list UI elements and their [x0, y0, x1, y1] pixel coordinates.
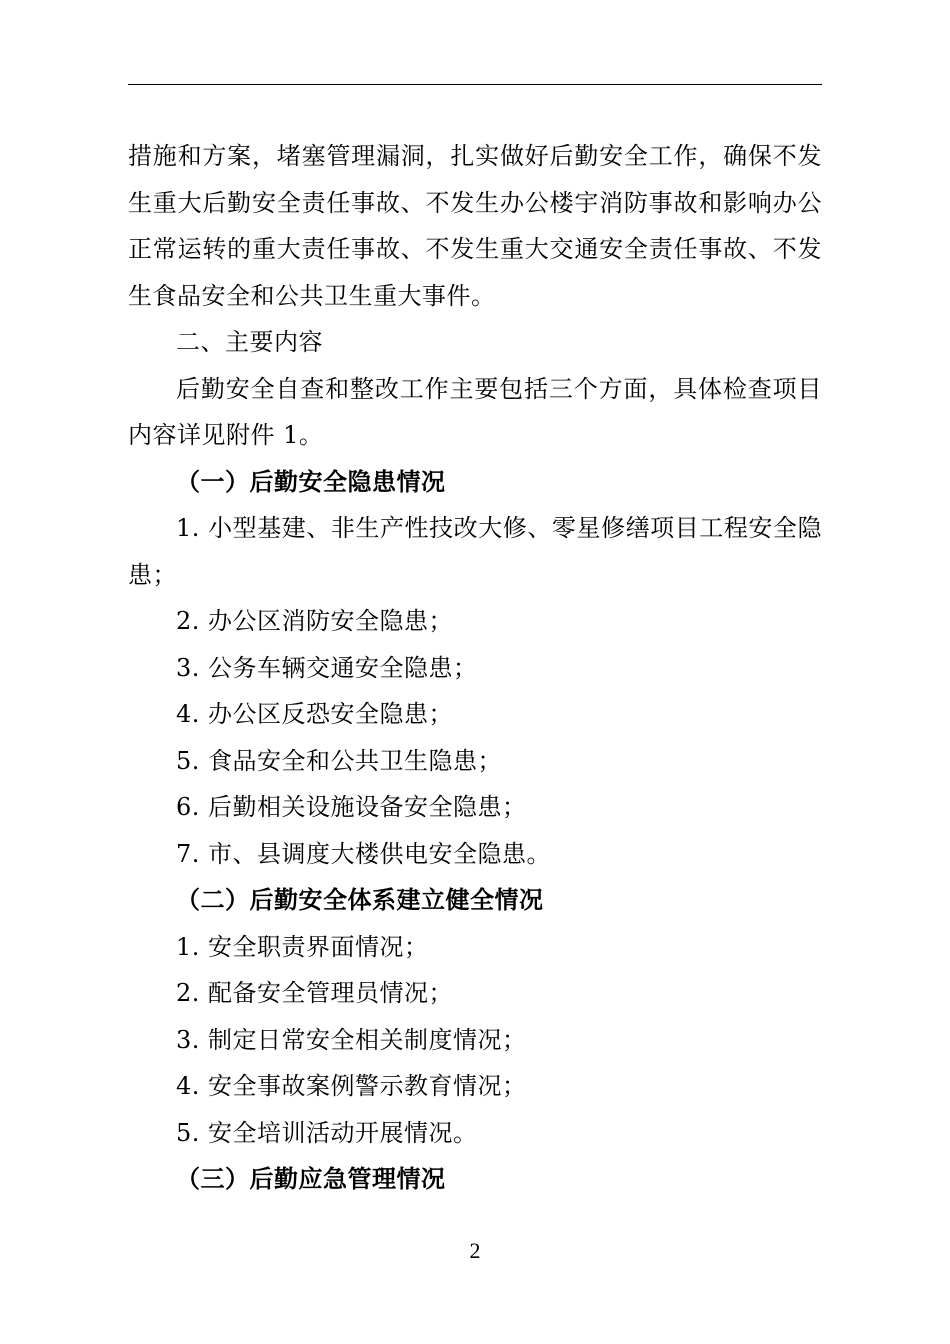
section-heading: 二、主要内容 [176, 328, 323, 356]
list-item: 5. 食品安全和公共卫生隐患； [176, 746, 503, 775]
subsection-title: （二）后勤安全体系建立健全情况 [176, 886, 544, 914]
intro-paragraph: 措施和方案，堵塞管理漏洞，扎实做好后勤安全工作，确保不发生重大后勤安全责任事故、不发生办公楼宇消防事故和影响办公正常运转的重大责任事故、不发生重大交通安全责任事故、不发生食品安全和公共卫生重大事件。 [128, 142, 822, 310]
list-item: 6. 后勤相关设施设备安全隐患； [176, 793, 527, 821]
subsection-title: （三）后勤应急管理情况 [176, 1165, 446, 1193]
list-item: 1. 小型基建、非生产性技改大修、零星修缮项目工程安全隐患； [128, 514, 822, 589]
list-item: 2. 办公区消防安全隐患； [176, 607, 454, 635]
list-item: 5. 安全培训活动开展情况。 [176, 1118, 478, 1147]
list-item: 4. 安全事故案例警示教育情况； [176, 1072, 527, 1100]
subsection-title: （一）后勤安全隐患情况 [176, 467, 446, 496]
list-item: 3. 公务车辆交通安全隐患； [176, 653, 478, 682]
list-item: 1. 安全职责界面情况； [176, 932, 429, 961]
list-item: 7. 市、县调度大楼供电安全隐患。 [176, 839, 552, 868]
document-body [128, 133, 822, 1203]
header-rule [128, 84, 822, 85]
list-item: 2. 配备安全管理员情况； [176, 979, 454, 1007]
list-item: 4. 办公区反恐安全隐患； [176, 700, 454, 728]
list-item: 3. 制定日常安全相关制度情况； [176, 1025, 527, 1054]
page-number: 2 [469, 1238, 481, 1263]
section-intro: 后勤安全自查和整改工作主要包括三个方面，具体检查项目内容详见附件 1。 [128, 374, 822, 449]
